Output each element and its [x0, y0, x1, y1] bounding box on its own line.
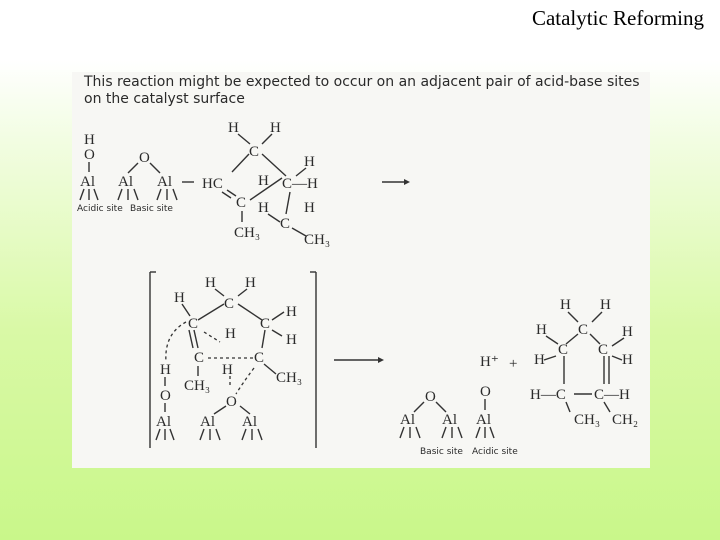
atom-h: H [286, 332, 297, 348]
atom-ch3: CH₃ [276, 370, 303, 386]
atom-c: C [224, 296, 235, 312]
atom-ch3: CH₃ [304, 232, 331, 248]
atom-h: H [174, 290, 185, 306]
atom-al: Al [157, 174, 172, 190]
atom-h: H [270, 120, 281, 136]
atom-h: H [245, 275, 256, 291]
atom-ch2: CH₂ [612, 412, 639, 428]
atom-al: Al [476, 412, 491, 428]
site-label-basic: Basic site [130, 204, 173, 214]
atom-o: O [139, 150, 150, 166]
acidic-site-top [77, 132, 123, 214]
atom-c: C [578, 322, 589, 338]
atom-h: H [84, 132, 95, 148]
atom-al: Al [80, 174, 95, 190]
reaction-figure [72, 72, 650, 468]
atom-c: C [280, 216, 291, 232]
atom-al: Al [400, 412, 415, 428]
atom-h-c: H—C [530, 387, 566, 403]
atom-c: C [598, 342, 609, 358]
atom-ch3: CH₃ [184, 378, 211, 394]
atom-h: H [304, 154, 315, 170]
atom-h: H [600, 297, 611, 313]
atom-o: O [84, 147, 95, 163]
figure-caption: This reaction might be expected to occur on an adjacent pair of acid-base sites on the catalyst surface [84, 74, 640, 107]
atom-c-h: C—H [282, 176, 318, 192]
atom-c-h: C—H [594, 387, 630, 403]
atom-h: H [258, 173, 269, 189]
atom-h: H [560, 297, 571, 313]
atom-ch3: CH₃ [234, 225, 261, 241]
atom-c: C [188, 316, 199, 332]
atom-c: C [194, 350, 205, 366]
atom-al: Al [200, 414, 215, 430]
basic-site-top [118, 150, 194, 214]
atom-h: H [536, 322, 547, 338]
atom-c: C [254, 350, 265, 366]
atom-al: Al [156, 414, 171, 430]
page-title: Catalytic Reforming [531, 6, 704, 30]
site-label-acidic: Acidic site [77, 204, 123, 214]
atom-hc: HC [202, 176, 223, 192]
basic-site-bottom [400, 389, 463, 457]
atom-o: O [425, 389, 436, 405]
atom-c: C [236, 195, 247, 211]
acidic-site-bottom [472, 384, 518, 457]
atom-h: H [160, 362, 171, 378]
atom-al: Al [118, 174, 133, 190]
reactant-molecule [202, 120, 330, 248]
atom-h-plus: H⁺ [480, 354, 499, 370]
atom-h: H [222, 362, 233, 378]
cyclic-product [530, 297, 638, 428]
atom-o: O [480, 384, 491, 400]
transition-state [150, 272, 316, 448]
reaction-scheme [72, 72, 650, 468]
plus-sign: + [509, 356, 518, 372]
site-label-basic: Basic site [420, 447, 463, 457]
atom-h: H [205, 275, 216, 291]
atom-c: C [249, 144, 260, 160]
atom-h: H [286, 304, 297, 320]
atom-h: H [622, 324, 633, 340]
atom-h: H [228, 120, 239, 136]
atom-o: O [226, 394, 237, 410]
atom-al: Al [442, 412, 457, 428]
atom-o: O [160, 388, 171, 404]
atom-al: Al [242, 414, 257, 430]
atom-h: H [304, 200, 315, 216]
atom-c: C [558, 342, 569, 358]
atom-h: H [258, 200, 269, 216]
atom-h: H [225, 326, 236, 342]
atom-ch3: CH₃ [574, 412, 601, 428]
atom-c: C [260, 316, 271, 332]
atom-h: H [534, 352, 545, 368]
site-label-acidic: Acidic site [472, 447, 518, 457]
atom-h: H [622, 352, 633, 368]
